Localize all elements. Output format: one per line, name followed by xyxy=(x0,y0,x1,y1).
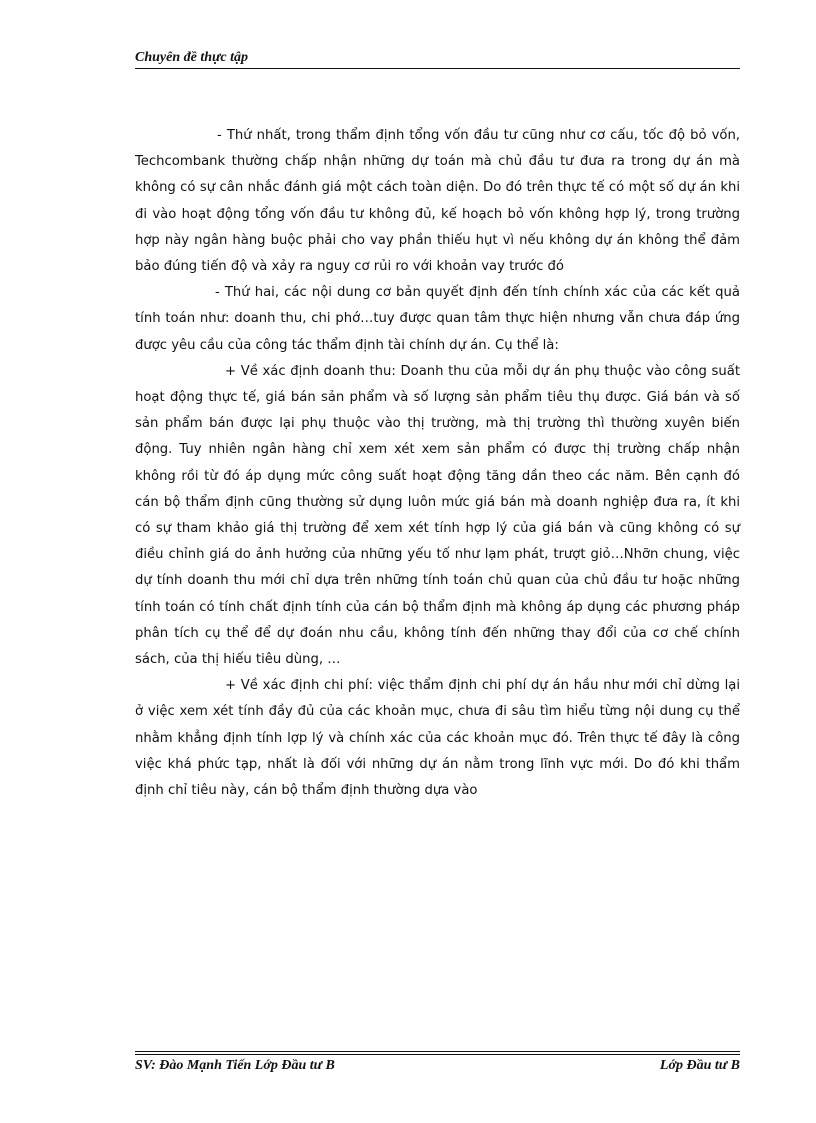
header-title: Chuyên đề thực tập xyxy=(135,50,249,65)
footer-rule xyxy=(135,1054,740,1055)
paragraph-1: - Thứ nhất, trong thẩm định tổng vốn đầu tư cũng như cơ cấu, tốc độ bỏ vốn, Techcombank thường chấp nhận những dự toán mà chủ đầu tư đưa ra trong dự án mà không có sự cân nhắc đánh giá một cách toàn diện. Do đó trên thực tế có một số dự án khi đi vào hoạt động tổng vốn đầu tư không đủ, kế hoạch bỏ vốn không hợp lý, trong trường hợp này ngân hàng buộc phải cho vay phần thiếu hụt vì nếu không dự án không thể đảm bảo đúng tiến độ và xảy ra nguy cơ rủi ro với khoản vay trước đó xyxy=(135,128,740,275)
footer-left: SV: Đào Mạnh Tiến Lớp Đầu tư B xyxy=(135,1058,335,1073)
footer-right: Lớp Đầu tư B xyxy=(659,1058,740,1073)
body-text xyxy=(135,123,740,804)
paragraph-4: + Về xác định chi phí: việc thẩm định chi phí dự án hầu như mới chỉ dừng lại ở việc xem xét tính đầy đủ của các khoản mục, chưa đi sâu tìm hiểu từng nội dung cụ thể nhằm khẳng định tính lợp lý và chính xác của các khoản mục đó. Trên thực tế đây là công việc khá phức tạp, nhất là đối với những dự án nằm trong lĩnh vực mới. Do đó khi thẩm định chỉ tiêu này, cán bộ thẩm định thường dựa vào xyxy=(135,678,740,799)
paragraph-2: - Thứ hai, các nội dung cơ bản quyết định đến tính chính xác của các kết quả tính toán như: doanh thu, chi phớ…tuy được quan tâm thực hiện nhưng vẫn chưa đáp ứng được yêu cầu của công tác thẩm định tài chính dự án. Cụ thể là: xyxy=(135,285,740,353)
page-header xyxy=(135,48,740,69)
page-footer xyxy=(135,1051,740,1074)
paragraph-3: + Về xác định doanh thu: Doanh thu của mỗi dự án phụ thuộc vào công suất hoạt động thực tế, giá bán sản phẩm và số lượng sản phẩm tiêu thụ được. Giá bán và số sản phẩm bán được lại phụ thuộc vào thị trường, mà thị trường thì thường xuyên biến động. Tuy nhiên ngân hàng chỉ xem xét xem sản phẩm có được thị trường chấp nhận không rồi từ đó áp dụng mức công suất hoạt động tăng dần theo các năm. Bên cạnh đó cán bộ thẩm định cũng thường sử dụng luôn mức giá bán mà doanh nghiệp đưa ra, ít khi có sự tham khảo giá thị trường để xem xét tính hợp lý của giá bán và cũng không có sự điều chỉnh giá do ảnh hưởng của những yếu tố như lạm phát, trượt giỏ…Nhỡn chung, việc dự tính doanh thu mới chỉ dựa trên những tính toán chủ quan của chủ đầu tư hoặc những tính toán có tính chất định tính của cán bộ thẩm định mà không áp dụng các phương pháp phân tích cụ thể để dự đoán nhu cầu, không tính đến những thay đổi của cơ chế chính sách, của thị hiếu tiêu dùng, … xyxy=(135,363,740,668)
